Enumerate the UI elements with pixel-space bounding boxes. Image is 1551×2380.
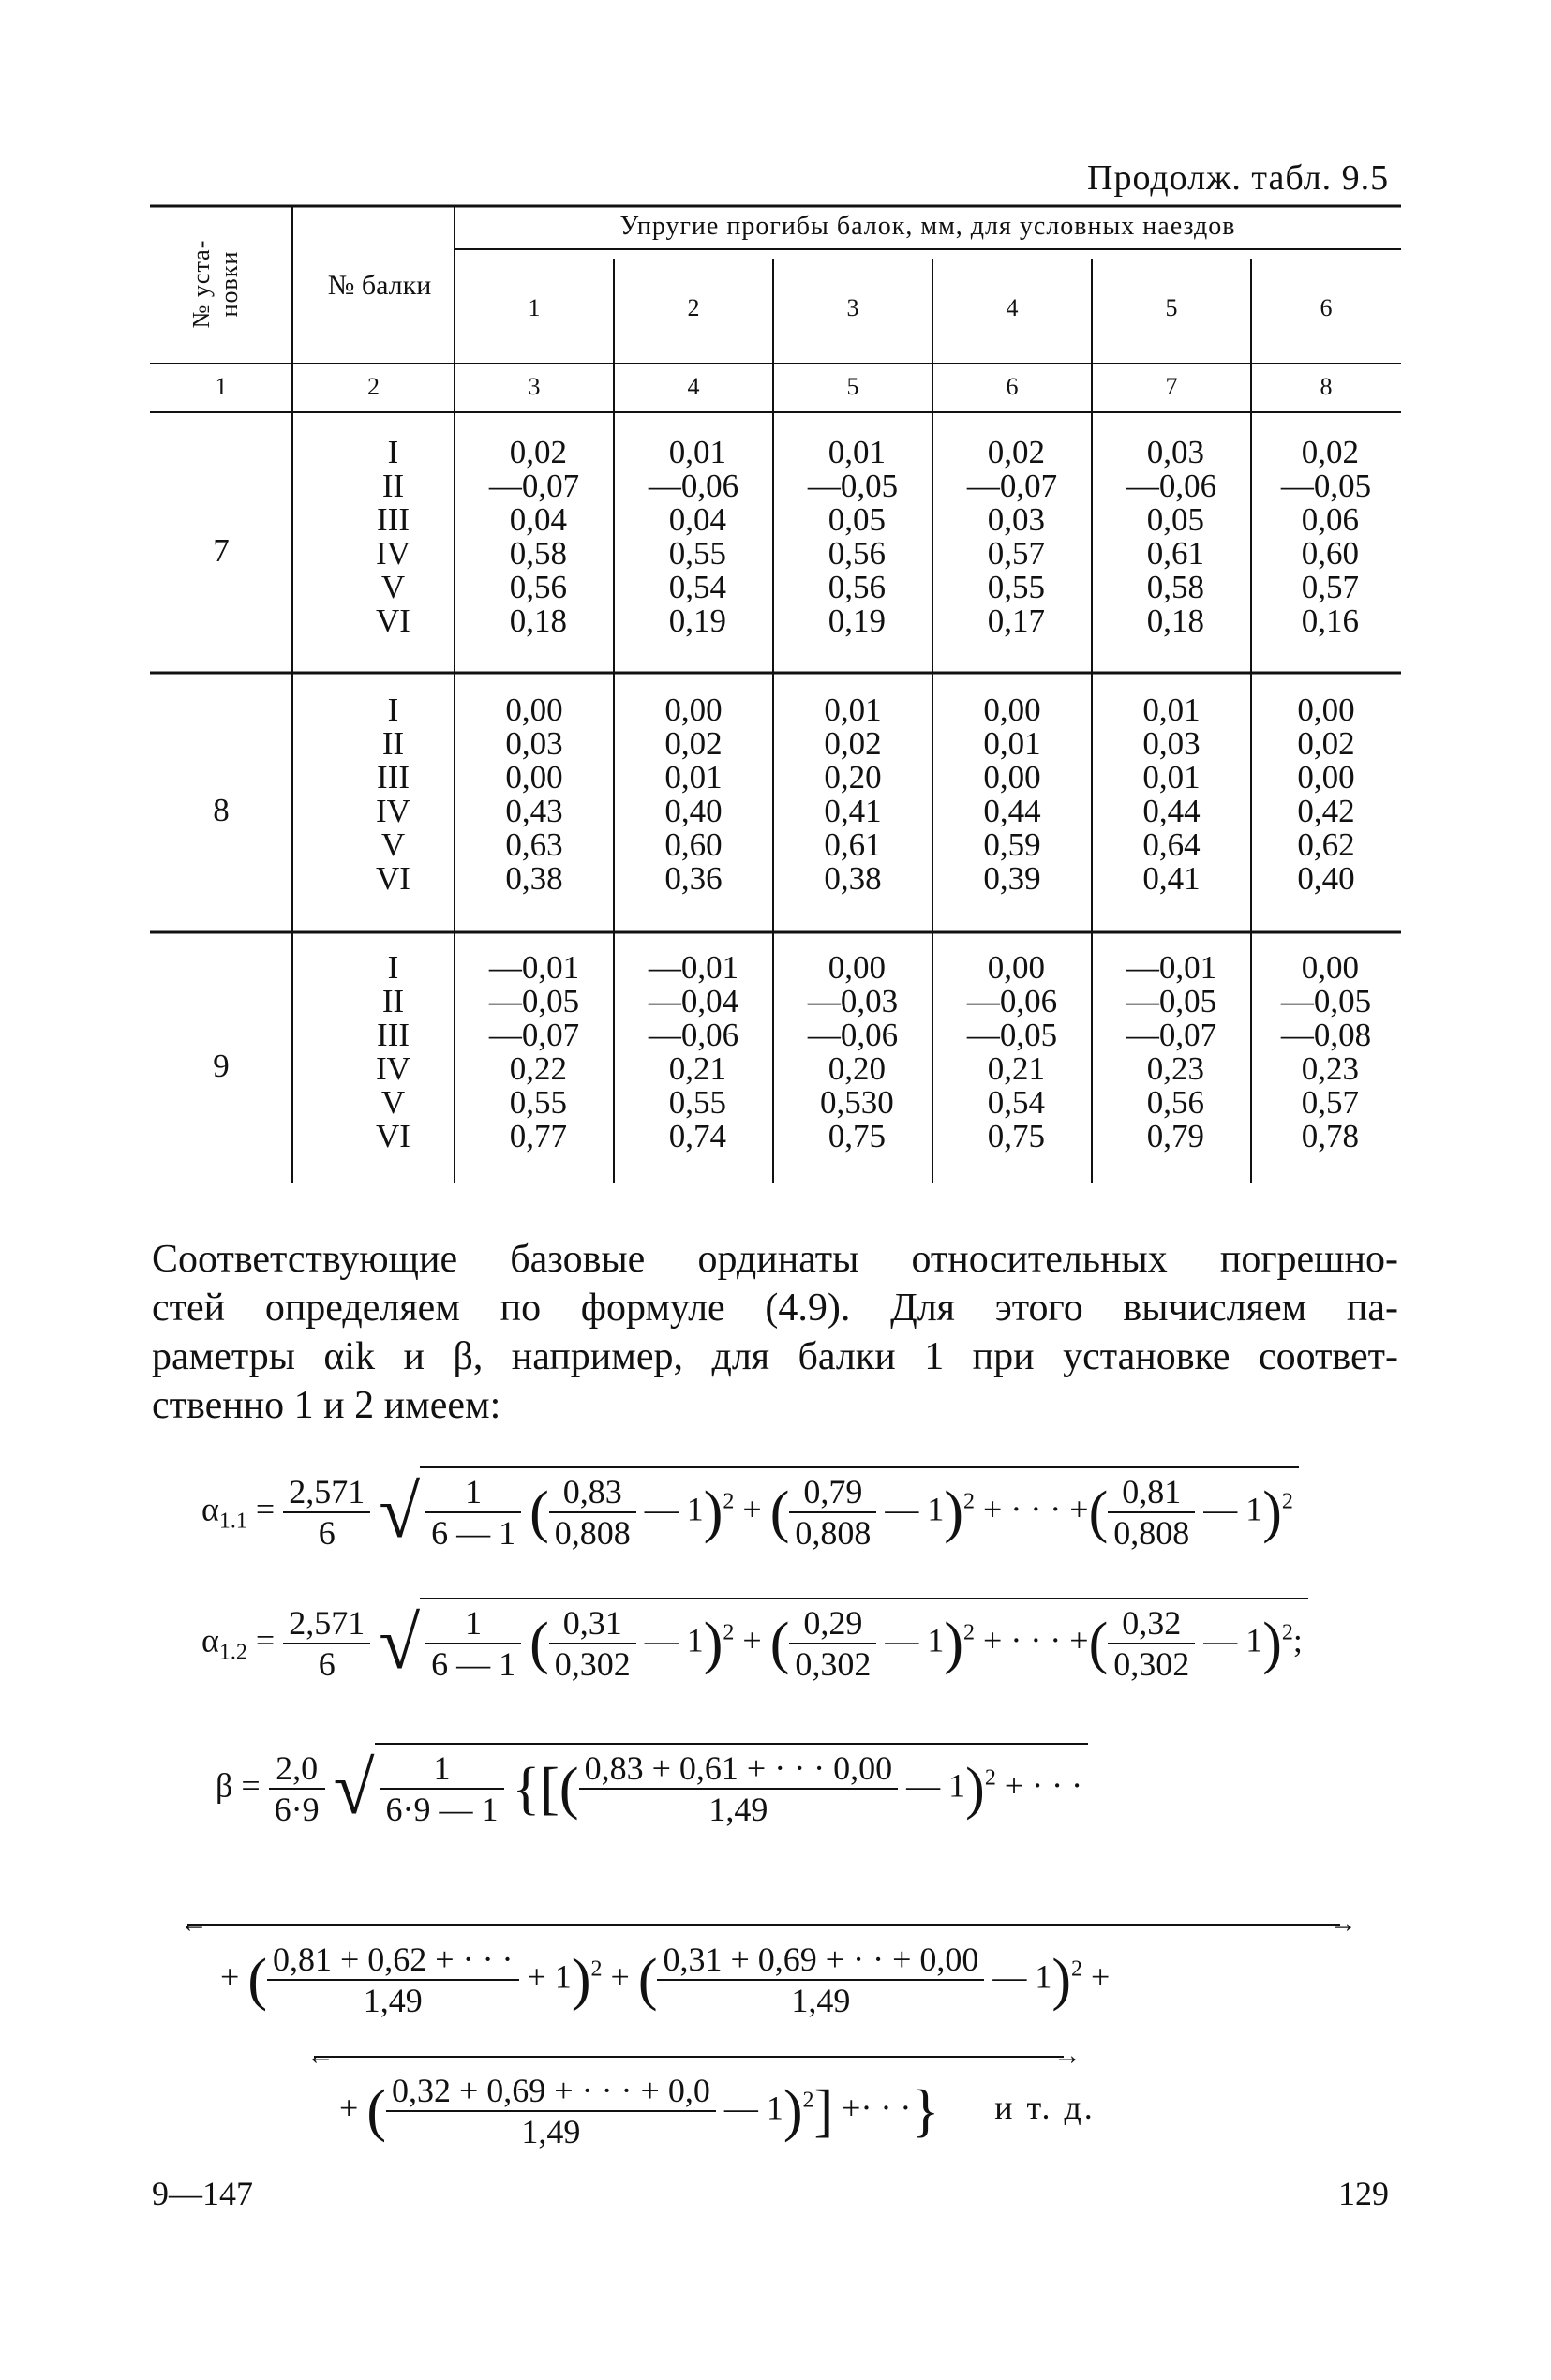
- radicand: [420, 1466, 1299, 1553]
- arrow-left-icon: ←: [180, 1908, 208, 1939]
- table-cell-col: 0,00 —0,05 —0,08 0,23 0,57 0,78: [1280, 949, 1372, 1154]
- plus: +: [220, 1957, 240, 1996]
- plus-one: + 1: [527, 1957, 572, 1996]
- alpha-subscript: 1.1: [218, 1509, 247, 1534]
- coef-fraction: [283, 1472, 370, 1553]
- minus-one: — 1: [1203, 1490, 1263, 1528]
- exp: 2: [590, 1956, 603, 1982]
- install-8: 8: [213, 792, 230, 828]
- paren-icon: (: [1088, 1480, 1109, 1544]
- radicand: [375, 1743, 1089, 1829]
- colnum-3: 3: [528, 373, 541, 400]
- term-fraction: [386, 2071, 716, 2151]
- den: 0,302: [1113, 1645, 1190, 1683]
- brace-icon: {[(: [512, 1757, 579, 1821]
- exp: 2: [723, 1620, 735, 1645]
- dots: + · · · +: [983, 1621, 1089, 1659]
- alpha-subscript: 1.2: [218, 1640, 247, 1665]
- table-cell-col: 0,02 —0,07 0,04 0,58 0,56 0,18: [488, 434, 580, 639]
- run-4: 4: [1006, 294, 1019, 321]
- den: 6 — 1: [431, 1514, 516, 1552]
- den: 6·9: [274, 1791, 320, 1828]
- table-cell-col: 0,00 —0,06 —0,05 0,21 0,54 0,75: [966, 949, 1058, 1154]
- beam-list: [292, 951, 455, 1153]
- den: 0,808: [1113, 1514, 1190, 1552]
- exp: 2: [1281, 1489, 1293, 1514]
- continuation-arrow-line: [314, 2056, 1064, 2058]
- paren-icon: ): [1262, 1480, 1282, 1544]
- minus-one: — 1: [644, 1490, 704, 1528]
- formula-alpha-1-1: $\alpha_{1.1}$ = $\frac{2,571}{6}$ √ $\frac{1}{6 — 1}$ ( $\frac{0,83}{0,808}$ — 1)$^2$ + ( $\frac{0,79}{0,808}$ — 1)$^2$ + · · · +( $\frac{0,81}{0,808}$ — 1)$^2$: [201, 1466, 1299, 1553]
- formula-beta: [216, 1743, 1088, 1829]
- beam-list-text: I II III IV V VI: [376, 949, 410, 1154]
- colnum-1: 1: [215, 373, 228, 400]
- exp: 2: [1281, 1620, 1293, 1645]
- colnum-7: 7: [1165, 373, 1178, 400]
- num: 0,81: [1108, 1472, 1195, 1513]
- exp: 2: [963, 1620, 976, 1645]
- beta-symbol: β =: [216, 1766, 261, 1805]
- sqrt-icon: √: [379, 1471, 421, 1554]
- term-fraction: [789, 1472, 876, 1553]
- table-cell-col: 0,00 —0,03 —0,06 0,20 0,530 0,75: [807, 949, 899, 1154]
- run-2: 2: [687, 294, 700, 321]
- num: 2,0: [269, 1748, 325, 1790]
- radicand: [420, 1598, 1308, 1684]
- dots: +· · ·: [842, 2089, 912, 2127]
- term-fraction: [267, 1940, 519, 2020]
- paren-icon: ): [944, 1612, 964, 1675]
- num: 0,81 + 0,62 + · · ·: [267, 1940, 519, 1981]
- minus-one: — 1: [885, 1621, 945, 1659]
- arrow-left-icon: ←: [306, 2040, 335, 2071]
- coef-fraction: [283, 1603, 370, 1684]
- term-fraction: [1108, 1603, 1195, 1684]
- table-cell-col: 0,03 —0,06 0,05 0,61 0,58 0,18: [1126, 434, 1217, 639]
- paren-icon: (: [769, 1480, 790, 1544]
- minus-one: — 1: [906, 1766, 966, 1805]
- num: 0,32 + 0,69 + · · · + 0,0: [386, 2071, 716, 2112]
- dots: + · · ·: [1004, 1766, 1083, 1805]
- coef-den: 6: [318, 1645, 336, 1683]
- table-cell-col: 0,00 0,02 0,00 0,42 0,62 0,40: [1297, 692, 1355, 897]
- table-cell-col: 0,00 0,02 0,01 0,40 0,60 0,36: [664, 692, 723, 897]
- den: 1,49: [708, 1791, 768, 1828]
- coef-den: 6: [318, 1514, 336, 1552]
- header-install: № уста-новки: [187, 239, 243, 329]
- plus: +: [742, 1490, 762, 1528]
- signature-mark: 9—147: [152, 2175, 253, 2212]
- minus-one: — 1: [992, 1957, 1052, 1996]
- run-5: 5: [1165, 294, 1178, 321]
- table-cell-col: 0,01 —0,05 0,05 0,56 0,56 0,19: [807, 434, 899, 639]
- formula-beta-tail: [339, 2071, 1096, 2151]
- plus: +: [610, 1957, 630, 1996]
- inner-fraction: [425, 1472, 521, 1553]
- table-cell-col: 0,00 0,03 0,00 0,43 0,63 0,38: [505, 692, 563, 897]
- table-cell-col: —0,01 —0,05 —0,07 0,23 0,56 0,79: [1126, 949, 1217, 1154]
- page-number: 129: [1338, 2175, 1389, 2212]
- den: 0,302: [795, 1645, 872, 1683]
- den: 6·9 — 1: [385, 1791, 499, 1828]
- paragraph-line: раметры αik и β, например, для балки 1 при установке соответ-: [152, 1335, 1398, 1378]
- paren-icon: ): [1262, 1612, 1282, 1675]
- continuation-arrow-line: [187, 1924, 1340, 1926]
- den: 0,808: [554, 1514, 631, 1552]
- formula-beta-continued: [220, 1940, 1110, 2020]
- paren-icon: ): [1051, 1948, 1072, 2012]
- header-beam: № балки: [327, 270, 432, 301]
- term-fraction: [1108, 1472, 1195, 1553]
- dots: + · · · +: [983, 1490, 1089, 1528]
- table-cell-col: 0,02 —0,07 0,03 0,57 0,55 0,17: [966, 434, 1058, 639]
- paren-icon: ): [703, 1480, 723, 1544]
- coef-fraction: [269, 1748, 325, 1829]
- inner-fraction: [380, 1748, 504, 1829]
- bracket-icon: ]: [813, 2079, 834, 2143]
- install-9: 9: [213, 1048, 230, 1084]
- num: 0,79: [789, 1472, 876, 1513]
- etc-text: и т. д.: [994, 2089, 1096, 2127]
- inner-fraction: [425, 1603, 521, 1684]
- term-fraction: [549, 1603, 636, 1684]
- paren-icon: ): [571, 1948, 591, 2012]
- den: 1,49: [363, 1982, 423, 2019]
- paragraph-line: стей определяем по формуле (4.9). Для этого вычисляем па-: [152, 1287, 1398, 1330]
- beam-list: [292, 436, 455, 638]
- den: 1,49: [791, 1982, 851, 2019]
- term-fraction: [657, 1940, 984, 2020]
- colnum-5: 5: [846, 373, 859, 400]
- arrow-right-icon: →: [1053, 2040, 1081, 2071]
- num: 0,31: [549, 1603, 636, 1644]
- table-cell-col: 0,01 0,03 0,01 0,44 0,64 0,41: [1142, 692, 1201, 897]
- num: 0,32: [1108, 1603, 1195, 1644]
- colnum-8: 8: [1320, 373, 1333, 400]
- sqrt-icon: √: [333, 1748, 375, 1830]
- beam-list-text: I II III IV V VI: [376, 692, 410, 897]
- plus: +: [1091, 1957, 1111, 1996]
- term-fraction: [579, 1748, 899, 1829]
- plus: +: [339, 2089, 359, 2127]
- table-cell-col: 0,02 —0,05 0,06 0,60 0,57 0,16: [1280, 434, 1372, 639]
- table-cell-col: —0,01 —0,04 —0,06 0,21 0,55 0,74: [648, 949, 739, 1154]
- paren-icon: ): [944, 1480, 964, 1544]
- exp: 2: [963, 1489, 976, 1514]
- num: 1: [380, 1748, 504, 1790]
- colnum-4: 4: [687, 373, 700, 400]
- paren-icon: ): [965, 1757, 985, 1821]
- exp: 2: [802, 2088, 814, 2113]
- paren-icon: (: [1088, 1612, 1109, 1675]
- run-3: 3: [846, 294, 859, 321]
- beam-list: [292, 693, 455, 896]
- table-cell-col: 0,00 0,01 0,00 0,44 0,59 0,39: [983, 692, 1041, 897]
- num: 1: [425, 1603, 521, 1644]
- paragraph-line: Соответствующие базовые ординаты относительных погрешно-: [152, 1238, 1398, 1281]
- paren-icon: (: [529, 1612, 549, 1675]
- run-6: 6: [1320, 294, 1333, 321]
- exp: 2: [1071, 1956, 1083, 1982]
- den: 6 — 1: [431, 1645, 516, 1683]
- alpha-symbol: α: [201, 1490, 219, 1528]
- paren-icon: (: [366, 2079, 386, 2143]
- plus: +: [742, 1621, 762, 1659]
- alpha-symbol: α: [201, 1621, 219, 1659]
- den: 1,49: [521, 2113, 581, 2150]
- run-1: 1: [528, 294, 541, 321]
- install-7: 7: [213, 532, 230, 569]
- arrow-right-icon: →: [1329, 1908, 1357, 1939]
- den: 0,302: [554, 1645, 631, 1683]
- paren-icon: (: [247, 1948, 267, 2012]
- minus-one: — 1: [723, 2089, 783, 2127]
- minus-one: — 1: [885, 1490, 945, 1528]
- semicolon: ;: [1292, 1621, 1303, 1659]
- colnum-6: 6: [1006, 373, 1019, 400]
- sqrt-icon: √: [379, 1602, 421, 1685]
- term-fraction: [789, 1603, 876, 1684]
- table-cell-col: 0,01 —0,06 0,04 0,55 0,54 0,19: [648, 434, 739, 639]
- num: 0,83: [549, 1472, 636, 1513]
- colnum-2: 2: [367, 373, 380, 400]
- paren-icon: (: [529, 1480, 549, 1544]
- num: 0,29: [789, 1603, 876, 1644]
- paragraph-line: ственно 1 и 2 имеем:: [152, 1384, 501, 1427]
- body-paragraph: [152, 1235, 1398, 1430]
- table-cell-col: 0,01 0,02 0,20 0,41 0,61 0,38: [824, 692, 882, 897]
- paren-icon: ): [783, 2079, 803, 2143]
- paren-icon: (: [637, 1948, 658, 2012]
- brace-icon: }: [911, 2079, 940, 2143]
- paren-icon: (: [769, 1612, 790, 1675]
- minus-one: — 1: [644, 1621, 704, 1659]
- minus-one: — 1: [1203, 1621, 1263, 1659]
- formula-alpha-1-2: $\alpha_{1.2}$ = $\frac{2,571}{6}$ √ $\frac{1}{6 — 1}$ ( $\frac{0,31}{0,302}$ — 1)$^2$ + ( $\frac{0,29}{0,302}$ — 1)$^2$ + · · · +( $\frac{0,32}{0,302}$ — 1)$^2$;: [201, 1598, 1308, 1684]
- num: 1: [425, 1472, 521, 1513]
- coef-num: 2,571: [283, 1472, 370, 1513]
- beam-list-text: I II III IV V VI: [376, 434, 410, 639]
- coef-num: 2,571: [283, 1603, 370, 1644]
- exp: 2: [984, 1765, 996, 1791]
- den: 0,808: [795, 1514, 872, 1552]
- num: 0,31 + 0,69 + · · + 0,00: [657, 1940, 984, 1981]
- table-cell-col: —0,01 —0,05 —0,07 0,22 0,55 0,77: [488, 949, 580, 1154]
- term-fraction: [549, 1472, 636, 1553]
- exp: 2: [723, 1489, 735, 1514]
- num: 0,83 + 0,61 + · · · 0,00: [579, 1748, 899, 1790]
- table-caption: Продолж. табл. 9.5: [1087, 158, 1390, 198]
- header-deflection: Упругие прогибы балок, мм, для условных наездов: [619, 212, 1236, 241]
- paren-icon: ): [703, 1612, 723, 1675]
